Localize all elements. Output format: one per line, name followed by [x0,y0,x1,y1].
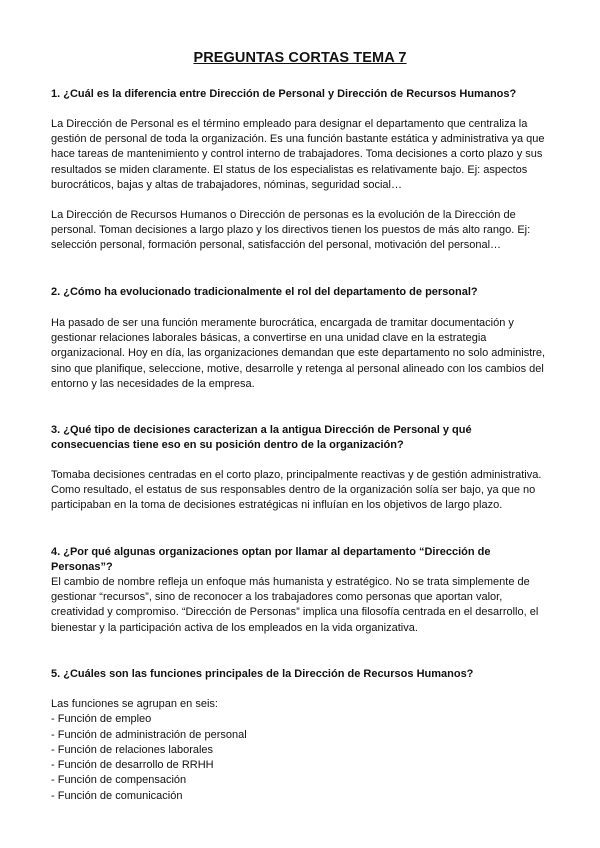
question-2: 2. ¿Cómo ha evolucionado tradicionalmente el rol del departamento de personal? [51,286,478,298]
answer-4-paragraph-1: El cambio de nombre refleja un enfoque más humanista y estratégico. No se trata simplemente de gestionar “recursos”, sino de reconocer a los trabajadores como personas que aportan valor, creatividad y compromiso. “Dirección de Personas” implica una filosofía centrada en el desarrollo, el bienestar y la participación activa de los empleados en la vida organizativa. [51,576,539,634]
answer-1-paragraph-2: La Dirección de Recursos Humanos o Dirección de personas es la evolución de la Dirección de personal. Toman decisiones a largo plazo y los directivos tienen los puestos de más alto rango. Ej: selección personal, formación personal, satisfacción del personal, motivación del personal… [51,209,531,252]
list-item: - Función de administración de personal [51,728,247,741]
page-title: PREGUNTAS CORTAS TEMA 7 [193,50,407,66]
question-1: 1. ¿Cuál es la diferencia entre Dirección de Personal y Dirección de Recursos Humanos? [51,88,517,100]
list-item: - Función de comunicación [51,789,183,802]
answer-3-paragraph-1: Tomaba decisiones centradas en el corto plazo, principalmente reactivas y de gestión administrativa. Como resultado, el estatus de sus responsables dentro de la organización solía ser bajo, ya que no participaban en la toma de decisiones estratégicas ni influían en los objetivos de largo plazo. [51,469,542,512]
list-item: - Función de relaciones laborales [51,743,214,756]
question-5: 5. ¿Cuáles son las funciones principales de la Dirección de Recursos Humanos? [51,668,474,680]
list-item: - Función de empleo [51,713,152,726]
list-item: - Función de compensación [51,774,187,787]
list-item: - Función de desarrollo de RRHH [51,759,214,772]
question-4: 4. ¿Por qué algunas organizaciones optan por llamar al departamento “Dirección de Personas”? [51,546,491,573]
functions-intro: Las funciones se agrupan en seis: [51,698,218,710]
answer-1-paragraph-1: La Dirección de Personal es el término empleado para designar el departamento que centraliza la gestión de personal de toda la organización. Es una función bastante estática y administrativa ya que hace tareas de mantenimiento y control interno de trabajadores. Toma decisiones a corto plazo y sus resultados se miden claramente. El status de los especialistas es relativamente bajo. Ej: aspectos burocráticos, bajas y altas de trabajadores, nóminas, seguridad social… [51,118,545,191]
question-3: 3. ¿Qué tipo de decisiones caracterizan a la antigua Dirección de Personal y qué consecuencias tiene eso en su posición dentro de la organización? [51,424,472,451]
functions-list [51,697,551,804]
answer-2-paragraph-1: Ha pasado de ser una función meramente burocrática, encargada de tramitar documentación y gestionar relaciones laborales básicas, a convertirse en una unidad clave en la estrategia organizacional. Hoy en día, las organizaciones demandan que este departamento no solo administre, sino que planifique, seleccione, motive, desarrolle y retenga al personal alineado con los cambios del entorno y las necesidades de la empresa. [51,317,546,390]
